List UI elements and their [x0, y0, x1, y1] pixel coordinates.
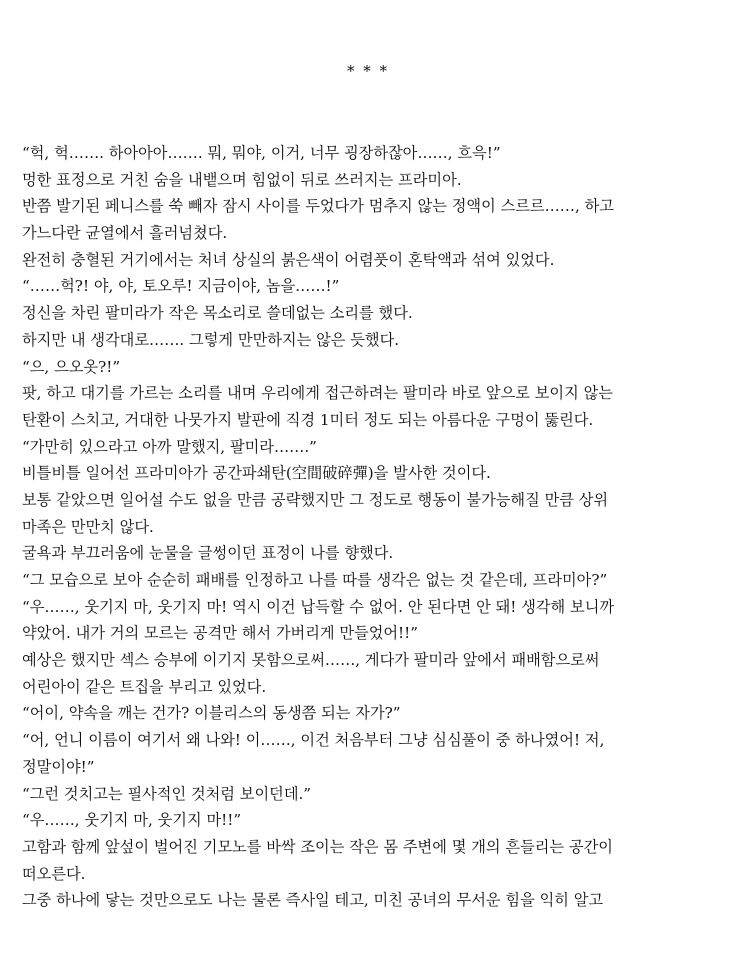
text-line: “우……, 웃기지 마, 웃기지 마! 역시 이건 납득할 수 없어. 안 된다면 안 돼! 생각해 보니까 [22, 597, 615, 616]
text-line: 멍한 표정으로 거친 숨을 내뱉으며 힘없이 뒤로 쓰러지는 프라미아. [22, 170, 462, 189]
text-line: “으, 으오옷?!” [22, 357, 121, 376]
text-line: 정말이야!” [22, 757, 95, 776]
text-line: “……헉?! 야, 야, 토오루! 지금이야, 놈을……!” [22, 277, 340, 296]
text-line: 정신을 차린 팔미라가 작은 목소리로 쓸데없는 소리를 했다. [22, 304, 413, 323]
text-line: 굴욕과 부끄러움에 눈물을 글썽이던 표정이 나를 향했다. [22, 544, 394, 563]
scene-break: * * * [346, 62, 390, 80]
text-line: 마족은 만만치 않다. [22, 517, 154, 536]
text-line: 반쯤 발기된 페니스를 쑥 빼자 잠시 사이를 두었다가 멈추지 않는 정액이 스르르……, 하고 [22, 197, 614, 216]
text-line: 가느다란 균열에서 흘러넘쳤다. [22, 224, 228, 243]
text-line: 고함과 함께 앞섶이 벌어진 기모노를 바싹 조이는 작은 몸 주변에 몇 개의 흔들리는 공간이 [22, 837, 613, 856]
text-line: 예상은 했지만 섹스 승부에 이기지 못함으로써……, 게다가 팔미라 앞에서 패배함으로써 [22, 651, 600, 670]
text-line: “그 모습으로 보아 순순히 패배를 인정하고 나를 따를 생각은 없는 것 같은데, 프라미아?” [22, 571, 608, 589]
text-line: 그중 하나에 닿는 것만으로도 나는 물론 즉사일 테고, 미친 공녀의 무서운 힘을 익히 알고 [22, 891, 604, 910]
body-text [22, 140, 734, 914]
text-line: 하지만 내 생각대로……. 그렇게 만만하지는 않은 듯했다. [22, 330, 400, 349]
text-line: “우……, 웃기지 마, 웃기지 마!!” [22, 811, 242, 830]
text-line: 어린아이 같은 트집을 부리고 있었다. [22, 677, 267, 696]
text-line: “어이, 약속을 깨는 건가? 이블리스의 동생쯤 되는 자가?” [22, 704, 401, 723]
text-line: “그런 것치고는 필사적인 것처럼 보이던데.” [22, 784, 312, 803]
text-line: 팟, 하고 대기를 가르는 소리를 내며 우리에게 접근하려는 팔미라 바로 앞으로 보이지 않는 [22, 384, 613, 403]
text-line: 완전히 충혈된 거기에서는 처녀 상실의 붉은색이 어렴풋이 혼탁액과 섞여 있었다. [22, 250, 555, 269]
text-line: “헉, 헉……. 하아아아……. 뭐, 뭐야, 이거, 너무 굉장하잖아……, 흐윽!” [22, 144, 501, 162]
text-line: 탄환이 스치고, 거대한 나뭇가지 발판에 직경 1미터 정도 되는 아름다운 구멍이 뚫린다. [22, 410, 594, 429]
text-line: 떠오른다. [22, 864, 86, 883]
text-line: “어, 언니 이름이 여기서 왜 나와! 이……, 이건 처음부터 그냥 심심풀이 중 하나였어! 저, [22, 731, 605, 750]
text-line: 비틀비틀 일어선 프라미아가 공간파쇄탄(空間破碎彈)을 발사한 것이다. [22, 464, 491, 483]
text-line: 약았어. 내가 거의 모르는 공격만 해서 가버리게 만들었어!!” [22, 624, 419, 643]
text-line: “가만히 있으라고 아까 말했지, 팔미라…….” [22, 437, 317, 456]
text-line: 보통 같았으면 일어설 수도 없을 만큼 공략했지만 그 정도로 행동이 불가능해질 만큼 상위 [22, 490, 609, 509]
